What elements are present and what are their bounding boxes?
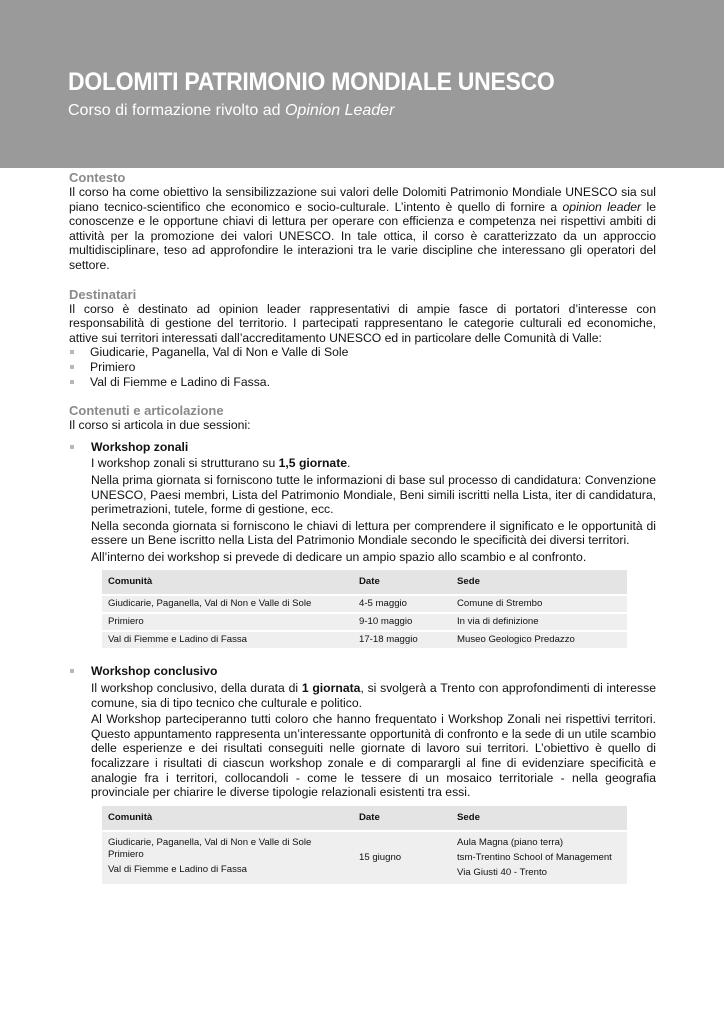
community-label: Giudicarie, Paganella, Val di Non e Valle di Sole — [108, 836, 312, 848]
table-cell: Museo Geologico Predazzo — [451, 631, 627, 648]
list-item — [69, 345, 656, 360]
table-cell: Val di Fiemme e Ladino di Fassa — [102, 631, 353, 648]
column-header-comunita: Comunità — [102, 570, 353, 595]
destinatari-list — [69, 345, 656, 389]
table-header-row — [102, 806, 627, 831]
contesto-text-b: le conoscenze e le opportune chiavi di lettura per operare con efficienza e competenza nei rispettivi ambiti di attività per la promozione dei valori UNESCO. In tale ottica, il corso è caratterizzato da un approccio multidisciplinare, teso ad approfondire le interazioni tra le varie discipline che interessano gli operatori del settore. — [69, 199, 656, 272]
contesto-text-a: Il corso ha come obiettivo la sensibilizzazione sui valori delle Dolomiti Patrimonio Mondiale UNESCO sia sul piano tecnico-scientifico che economico e socio-culturale. L’intento è quello di fornire a — [69, 185, 656, 214]
section-title-contesto: Contesto — [69, 170, 126, 185]
bullet-icon — [70, 365, 74, 369]
header-banner — [0, 0, 724, 168]
table-row — [102, 613, 627, 631]
conclusivo-p1-bold: 1 giornata — [301, 681, 361, 696]
table-cell: Giudicarie, Paganella, Val di Non e Valle di Sole — [102, 595, 353, 613]
document-body — [69, 168, 656, 884]
workshop-zonali-p1 — [91, 456, 656, 471]
workshop-zonali-title: Workshop zonali — [91, 439, 189, 454]
zonali-p1-bold: 1,5 giornate — [278, 456, 348, 471]
list-item — [69, 360, 656, 375]
subtitle-text: Corso di formazione rivolto ad — [68, 102, 285, 119]
contesto-text-italic: opinion leader — [562, 199, 642, 214]
table-header-row — [102, 570, 627, 595]
list-item-label: Val di Fiemme e Ladino di Fassa. — [90, 374, 270, 389]
column-header-sede: Sede — [451, 570, 627, 595]
workshop-zonali-p2: Nella prima giornata si forniscono tutte le informazioni di base sul processo di candidatura: Convenzione UNESCO, Paesi membri, Lista del Patrimonio Mondiale, Beni simili iscritti nella Lista, iter di candidatura, perimetrazioni, tutele, forme di gestione, ecc. — [91, 472, 656, 517]
community-label: Val di Fiemme e Ladino di Fassa — [108, 863, 247, 875]
zonali-p1-a: I workshop zonali si strutturano su — [91, 456, 279, 471]
workshop-conclusivo-title: Workshop conclusivo — [91, 664, 218, 679]
venue-line: Aula Magna (piano terra) — [457, 836, 564, 848]
column-header-date: Date — [353, 570, 451, 595]
conclusivo-p1-a: Il workshop conclusivo, della durata di — [91, 681, 302, 696]
workshop-conclusivo — [69, 664, 656, 799]
bullet-icon — [70, 669, 74, 673]
workshop-conclusivo-p2: Al Workshop parteciperanno tutti coloro che hanno frequentato i Workshop Zonali nei rispettivi territori. Questo appuntamento rappresenta un’interessante opportunità di confronto e la sede di un utile scambio delle esperienze e dei risultati conseguiti nelle giornate di lavoro sui territori. L’obiettivo è quello di focalizzare i risultati di ciascun workshop zonale e di comparargli al fine di evidenziare specificità e analogie fra i territori, collocandoli - come le tessere di un mosaico territoriale - nella geografia provinciale per chiarire le diverse tipologie relazionali esistenti tra essi. — [91, 712, 656, 800]
workshop-zonali-p3: Nella seconda giornata si forniscono le chiavi di lettura per comprendere il significato e le opportunità di essere un Bene iscritto nella Lista del Patrimonio Mondiale secondo le specificità dei diversi territori. — [91, 518, 656, 548]
document-subtitle — [68, 102, 394, 120]
workshop-zonali — [69, 440, 656, 565]
table-cell-venue — [451, 831, 627, 884]
contesto-paragraph — [69, 185, 656, 273]
community-label: Primiero — [108, 848, 144, 860]
workshop-conclusivo-table — [102, 806, 627, 884]
contenuti-intro: Il corso si articola in due sessioni: — [69, 418, 251, 433]
table-row — [102, 595, 627, 613]
table-cell: In via di definizione — [451, 613, 627, 631]
table-row — [102, 831, 627, 884]
column-header-date: Date — [353, 806, 451, 831]
column-header-sede: Sede — [451, 806, 627, 831]
table-cell: Primiero — [102, 613, 353, 631]
table-cell-date: 15 giugno — [353, 831, 451, 884]
venue-line: Via Giusti 40 - Trento — [457, 866, 547, 878]
workshop-zonali-table — [102, 570, 627, 648]
table-row — [102, 631, 627, 648]
bullet-icon — [70, 350, 74, 354]
zonali-p1-b: . — [347, 456, 351, 471]
table-cell-communities — [102, 831, 353, 884]
list-item — [69, 375, 656, 390]
list-item-label: Giudicarie, Paganella, Val di Non e Valle di Sole — [90, 345, 349, 360]
document-title: DOLOMITI PATRIMONIO MONDIALE UNESCO — [68, 68, 555, 96]
destinatari-paragraph: Il corso è destinato ad opinion leader rappresentativi di ampie fasce di portatori d’interesse con responsabilità di gestione del territorio. I partecipati rappresentano le categorie culturali ed economiche, attive sui territori interessati dall’accreditamento UNESCO ed in particolare delle Comunità di Valle: — [69, 301, 656, 345]
column-header-comunita: Comunità — [102, 806, 353, 831]
venue-line: tsm-Trentino School of Management — [457, 851, 612, 863]
conclusivo-p1-b: , si svolgerà a Trento con approfondimenti di interesse comune, sia di tipo tecnico che culturale e politico. — [91, 681, 656, 710]
list-item-label: Primiero — [90, 359, 136, 374]
section-title-contenuti: Contenuti e articolazione — [69, 403, 224, 419]
section-title-destinatari: Destinatari — [69, 286, 137, 302]
table-cell: Comune di Strembo — [451, 595, 627, 613]
table-cell: 9-10 maggio — [353, 613, 451, 631]
workshop-conclusivo-p1 — [91, 681, 656, 710]
workshop-zonali-p4: All’interno dei workshop si prevede di dedicare un ampio spazio allo scambio e al confronto. — [91, 549, 587, 564]
bullet-icon — [70, 445, 74, 449]
subtitle-italic: Opinion Leader — [284, 102, 395, 119]
table-cell: 4-5 maggio — [353, 595, 451, 613]
bullet-icon — [70, 380, 74, 384]
table-cell: 17-18 maggio — [353, 631, 451, 648]
